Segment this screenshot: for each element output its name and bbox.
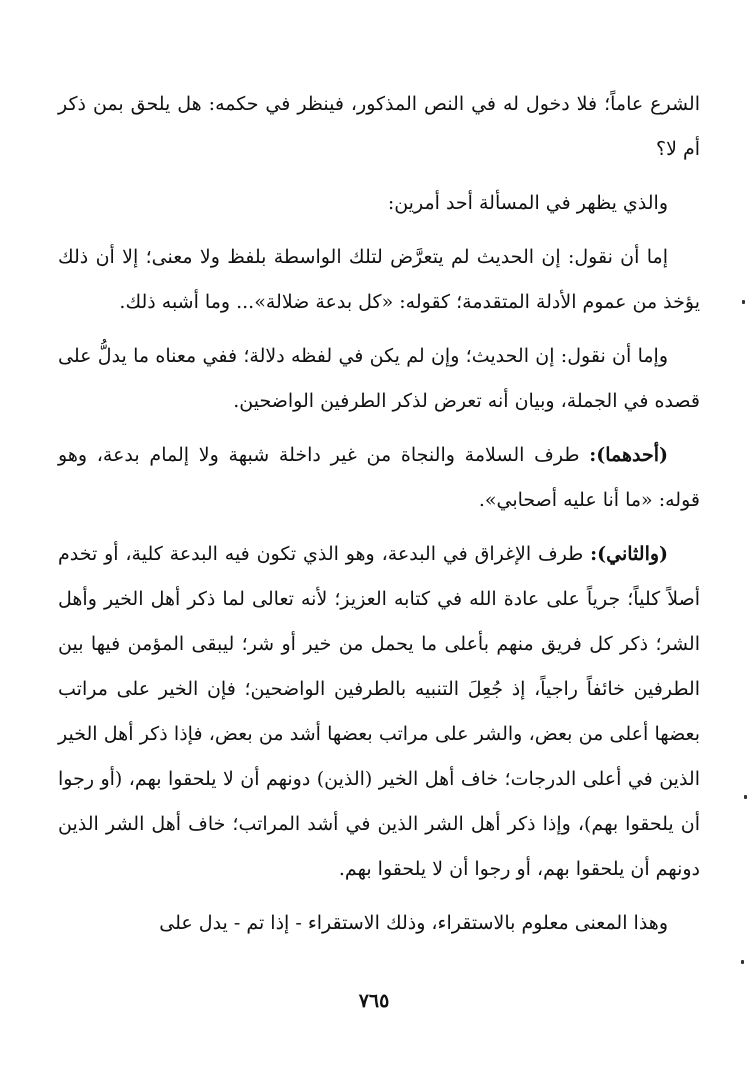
- paragraph-first-side: [58, 433, 700, 523]
- paragraph-first-option: إما أن نقول: إن الحديث لم يتعرَّض لتلك الواسطة بلفظ ولا معنى؛ إلا أن ذلك يؤخذ من عموم الأدلة المتقدمة؛ كقوله: «كل بدعة ضلالة»... وما أشبه ذلك.: [58, 246, 700, 313]
- scan-speck: [741, 960, 744, 964]
- first-side-label: (أحدهما):: [589, 444, 669, 466]
- page-number: ٧٦٥: [358, 990, 390, 1012]
- scan-speck: [744, 795, 747, 799]
- paragraph-second-option: وإما أن نقول: إن الحديث؛ وإن لم يكن في لفظه دلالة؛ ففي معناه ما يدلُّ على قصده في الجملة، وبيان أنه تعرض لذكر الطرفين الواضحين.: [58, 345, 700, 412]
- second-side-label: (والثاني):: [590, 543, 669, 565]
- second-side-text: طرف الإغراق في البدعة، وهو الذي تكون فيه البدعة كلية، أو تخدم أصلاً كلياً؛ جرياً على عادة الله في كتابه العزيز؛ لأنه تعالى لما ذكر أهل الخير وأهل الشر؛ ذكر كل فريق منهم بأعلى ما يحمل من خير أو شر؛ ليبقى المؤمن فيها بين الطرفين خائفاً راجياً، إذ جُعِلَ التنبيه بالطرفين الواضحين؛ فإن الخير على مراتب بعضها أعلى من بعض، والشر على مراتب بعضها أشد من بعض، فإذا ذكر أهل الخير الذين في أعلى الدرجات؛ خاف أهل الخير (الذين) دونهم أن لا يلحقوا بهم، (أو رجوا أن يلحقوا بهم)، وإذا ذكر أهل الشر الذين في أشد المراتب؛ خاف أهل الشر الذين دونهم أن يلحقوا بهم، أو رجوا أن لا يلحقوا بهم.: [58, 543, 700, 880]
- paragraph-second-side: [58, 532, 700, 892]
- paragraph-continued: الشرع عاماً؛ فلا دخول له في النص المذكور، فينظر في حكمه: هل يلحق بمن ذكر أم لا؟: [58, 93, 700, 160]
- first-side-text: طرف السلامة والنجاة من غير داخلة شبهة ولا إلمام بدعة، وهو قوله: «ما أنا عليه أصحابي».: [58, 444, 700, 511]
- paragraph-two-matters: والذي يظهر في المسألة أحد أمرين:: [387, 192, 668, 214]
- scan-speck: [742, 300, 745, 304]
- paragraph-induction: وهذا المعنى معلوم بالاستقراء، وذلك الاستقراء - إذا تم - يدل على: [159, 912, 668, 934]
- page-body: [58, 82, 700, 955]
